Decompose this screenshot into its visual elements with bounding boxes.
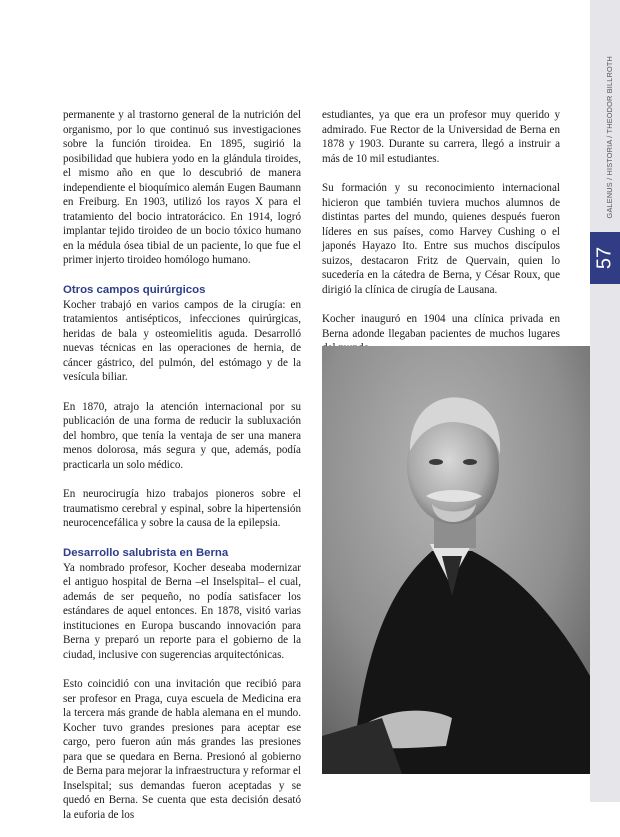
portrait-illustration (322, 346, 590, 774)
paragraph: Ya nombrado profesor, Kocher deseaba modernizar el antiguo hospital de Berna –el Inselspital– el cual, además de ser pequeño, no podía satisfacer los estándares de aquel entonces. En 1878, visitó varias instituciones en Europa buscando innovación para Berna y preparó un reporte para el gobierno de la ciudad, inclusive con sugerencias arquitectónicas. (63, 561, 301, 661)
paragraph: Esto coincidió con una invitación que recibió para ser profesor en Praga, cuya escuela de Medicina era la tercera más grande de habla alemana en el mundo. Kocher tuvo grandes presiones para aceptar ese cargo, pero fueron aún más grandes las presiones para que se quedara en Berna. Presionó al gobierno de Berna para mejorar la infraestructura y reformar el Inselspital; sus demandas fueron aceptadas y se quedó en Berna. Se cuenta que esta decisión desató la euforia de los (63, 678, 301, 821)
page-number: 57 (593, 246, 616, 270)
section-heading: Otros campos quirúrgicos (63, 283, 206, 296)
left-column (63, 108, 301, 837)
page-number-box (590, 232, 620, 284)
running-title-text: GALENUS / HISTORIA / THEODOR BILLROTH (605, 56, 614, 219)
paragraph: En neurocirugía hizo trabajos pioneros sobre el traumatismo cerebral y espinal, sobre la hipertensión neurocencefálica y sobre la causa de la epilepsia. (63, 488, 301, 529)
section-heading: Desarrollo salubrista en Berna (63, 546, 229, 559)
portrait-photo (322, 346, 590, 774)
paragraph: Kocher trabajó en varios campos de la cirugía: en tratamientos antisépticos, infecciones quirúrgicas, heridas de bala y osteomielitis aguda. Desarrolló nuevas técnicas en las operaciones de hernia, de cáncer gástrico, del pulmón, del estómago y de la vesícula biliar. (63, 298, 301, 383)
paragraph: Kocher inauguró en 1904 una clínica privada en Berna adonde llegaban pacientes de muchos lugares (322, 313, 560, 340)
paragraph: estudiantes, ya que era un profesor muy querido y admirado. Fue Rector de la Universidad de Berna en 1878 y 1903. Durante su carrera, llegó a instruir a más de 10 mil estudiantes. (322, 109, 560, 165)
sidebar-band (590, 0, 620, 802)
right-column (322, 108, 560, 371)
paragraph: En 1870, atrajo la atención internacional por su publicación de una forma de reducir la subluxación del hombro, que tenía la ventaja de ser una manera menos dolorosa, más segura y que, además, podía practicarla un solo médico. (63, 400, 301, 471)
paragraph: permanente y al trastorno general de la nutrición del organismo, por lo que continuó sus investigaciones sobre la función tiroidea. En 1895, sugirió la posibilidad que hubiera yodo en la glándula tiroides, el mismo año en que lo descubrió de manera independiente el bioquímico alemán Eugen Baumann en Freiburg. En 1903, utilizó los rayos X para el tratamiento del bocio intratorácico. En 1914, logró implantar tejido tiroideo de un bocio tóxico humano en la médula ósea tibial de un paciente, lo que fue el primer injerto tiroideo homólogo humano. (63, 109, 301, 266)
paragraph: Su formación y su reconocimiento internacional hicieron que también tuviera muchos alumnos de distintas partes del mundo, quienes después fueron líderes en sus países, como Harvey Cushing o el japonés Hayazo Ito. Entre sus muchos discípulos suizos, destacaron Fritz de Quervain, quien lo sucedería en la cátedra de Berna, y César Roux, que dirigió la clínica de cirugía de Lausana. (322, 182, 560, 296)
